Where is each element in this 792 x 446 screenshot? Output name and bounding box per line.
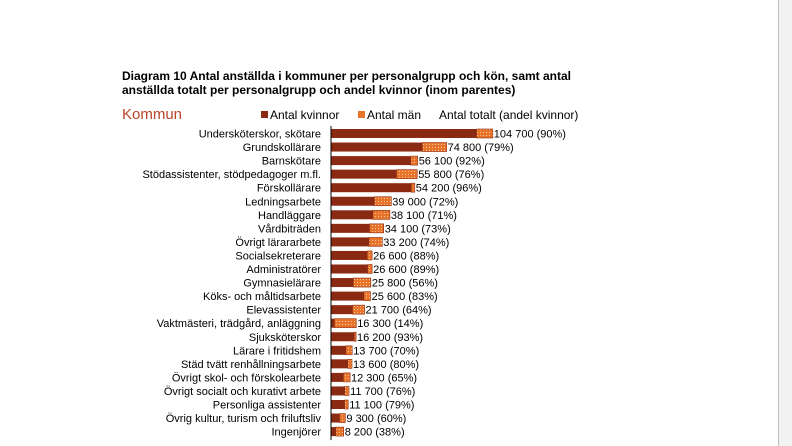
bar-men [368,265,373,274]
category-label: Köks- och måltidsarbete [203,291,321,304]
bar-data-label: 104 700 (90%) [493,128,566,141]
legend-women-label: Antal kvinnor [270,108,340,122]
category-label: Ingenjörer [271,426,321,439]
bar-data-label: 39 000 (72%) [392,196,459,209]
bar-data-label: 56 100 (92%) [418,155,485,168]
bar-data-label: 16 200 (93%) [357,331,424,344]
bar-women [331,224,370,233]
bar-data-label: 11 100 (79%) [349,399,415,412]
category-label: Undersköterskor, skötare [198,128,321,141]
bar-men [336,427,344,436]
bar-men [348,359,352,368]
bar-men [340,414,346,423]
bar-data-label: 25 600 (83%) [371,291,438,304]
bar-men [343,373,350,382]
bar-women [331,237,369,246]
category-label: Elevassistenter [246,304,321,317]
bar-data-label: 16 300 (14%) [357,318,424,331]
category-label: Socialsekreterare [235,250,321,263]
bar-women [331,386,345,395]
category-label: Grundskollärare [242,142,321,155]
bar-data-label: 26 600 (88%) [373,250,440,263]
category-label: Sjuksköterskor [248,331,321,344]
bar-men [346,346,352,355]
bar-women [331,400,345,409]
category-label: Övrigt socialt och kurativt arbete [163,385,321,398]
bar-men [354,332,356,341]
bar-data-label: 55 800 (76%) [418,169,485,182]
bar-men [369,237,382,246]
chart-title-line-2: anställda totalt per personalgrupp och andel kvinnor (inom parentes) [122,83,516,97]
header-label-kommun: Kommun [122,106,183,123]
category-label: Personliga assistenter [212,399,321,412]
bar-data-label: 21 700 (64%) [365,304,432,317]
bar-women [331,156,411,165]
bar-men [353,305,365,314]
chart-title-line-1: Diagram 10 Antal anställda i kommuner per personalgrupp och kön, samt antal [122,69,571,83]
bar-data-label: 33 200 (74%) [383,236,450,249]
category-label: Övrigt lärararbete [235,236,321,249]
bar-women [331,129,477,138]
bar-men [353,278,371,287]
category-label: Städ tvätt renhållningsarbete [180,358,321,371]
bar-men [373,210,390,219]
bar-data-label: 9 300 (60%) [346,413,407,426]
category-label: Gymnasielärare [243,277,321,290]
bar-men [345,400,349,409]
legend-men-label: Antal män [367,108,422,122]
bar-women [331,197,374,206]
bar-men [364,292,371,301]
category-label: Övrigt skol- och förskolearbete [171,372,321,385]
bar-women [331,359,348,368]
bar-women [331,210,373,219]
bar-men [422,143,446,152]
bar-women [331,278,353,287]
bar-data-label: 13 600 (80%) [353,358,420,371]
bar-women [331,265,368,274]
bar-data-label: 25 800 (56%) [371,277,438,290]
bar-data-label: 34 100 (73%) [384,223,451,236]
bar-data-label: 26 600 (89%) [373,264,440,276]
category-label: Stödassistenter, stödpedagoger m.fl. [142,169,321,182]
bar-men [397,170,418,179]
category-label: Administratörer [246,264,321,276]
bar-men [367,251,372,260]
bar-women [331,373,343,382]
bar-men [370,224,384,233]
bar-men [411,156,418,165]
category-label: Övrig kultur, turism och friluftsliv [165,413,321,426]
bar-women [331,319,335,328]
bar-women [331,414,340,423]
bar-women [331,305,353,314]
bar-women [331,427,336,436]
bar-data-label: 8 200 (38%) [344,426,405,439]
bar-women [331,183,411,192]
bar-men [411,183,414,192]
bar-women [331,332,354,341]
bar-data-label: 38 100 (71%) [390,209,457,222]
legend-total-label: Antal totalt (andel kvinnor) [439,108,579,122]
category-label: Vaktmästeri, trädgård, anläggning [156,318,321,331]
category-label: Handläggare [258,209,321,222]
category-label: Lärare i fritidshem [232,345,321,358]
bar-women [331,170,397,179]
bar-women [331,251,367,260]
bar-data-label: 54 200 (96%) [415,182,482,195]
bar-men [345,386,349,395]
category-label: Vårdbiträden [258,223,321,236]
bar-data-label: 11 700 (76%) [350,385,416,398]
bar-data-label: 13 700 (70%) [353,345,420,358]
bar-women [331,346,346,355]
category-label: Ledningsarbete [245,196,321,209]
category-label: Barnskötare [261,155,321,168]
bar-women [331,292,364,301]
bar-men [477,129,493,138]
bar-data-label: 12 300 (65%) [351,372,418,385]
bar-women [331,143,422,152]
bar-data-label: 74 800 (79%) [447,142,514,155]
bar-men [335,319,357,328]
bar-men [374,197,391,206]
category-label: Förskollärare [256,182,321,195]
